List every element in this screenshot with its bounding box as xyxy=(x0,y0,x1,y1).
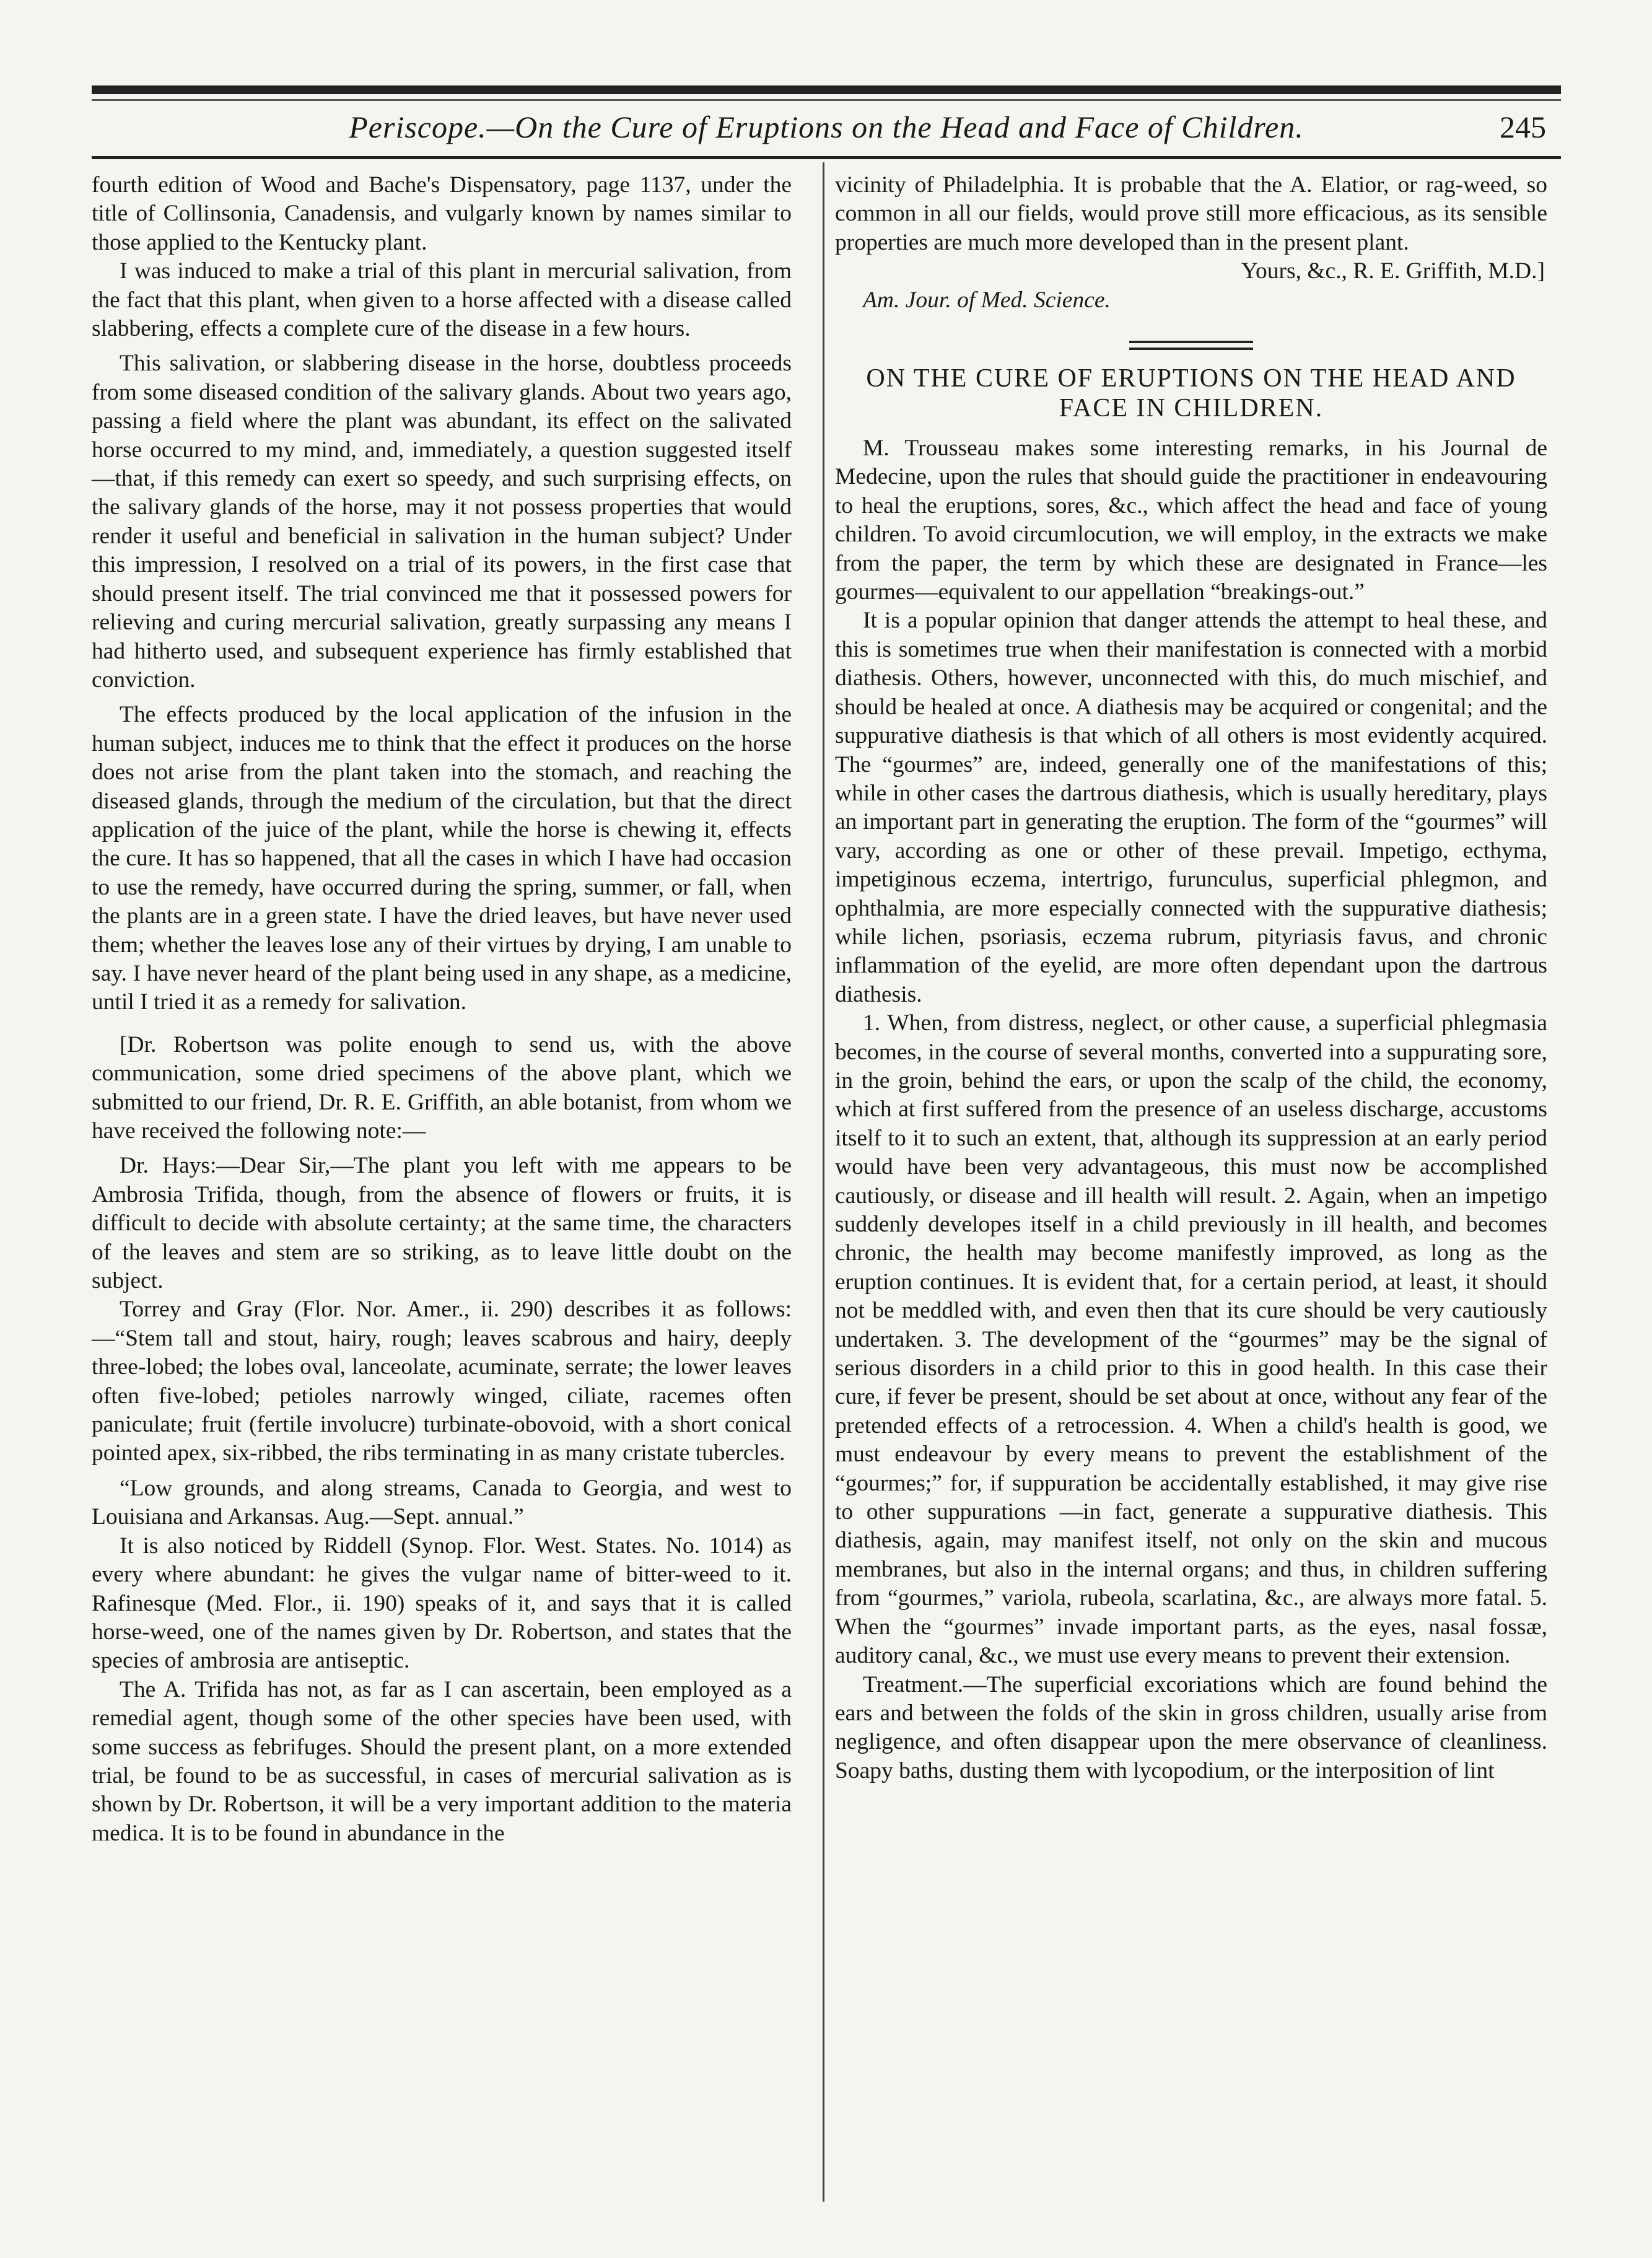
source-citation: Am. Jour. of Med. Science. xyxy=(863,287,1111,313)
paragraph: fourth edition of Wood and Bache's Dispensatory, page 1137, under the title of Collinsonia, Canadensis, and vulgarly known by names similar to those applied to the Kentucky plant. xyxy=(92,172,792,255)
column-divider xyxy=(823,162,824,2202)
paragraph: I was induced to make a trial of this plant in mercurial salivation, from the fact that this plant, when given to a horse affected with a disease called slabbering, effects a complete cure of the disease in a few hours. xyxy=(92,258,792,342)
paragraph: Treatment.—The superficial excoriations which are found behind the ears and between the folds of the skin in gross children, usually arise from negligence, and often disappear upon the mere observance of cleanliness. Soapy baths, dusting them with lycopodium, or the interposition of lint xyxy=(835,1671,1547,1783)
paragraph: This salivation, or slabbering disease in the horse, doubtless proceeds from some diseased condition of the salivary glands. About two years ago, passing a field where the plant was abundant, its effect on the salivated horse occurred to my mind, and, immediately, a question suggested itself—that, if this remedy can exert so speedy, and such surprising effects, on the salivary glands of the horse, may it not possess properties that would render it useful and beneficial in salivation in the human subject? Under this impression, I resolved on a trial of its powers, in the first case that should present itself. The trial convinced me that it possessed powers for relieving and curing mercurial salivation, greatly surpassing any means I had hitherto used, and subsequent experience has firmly established that conviction. xyxy=(92,351,792,693)
paragraph: The effects produced by the local application of the infusion in the human subject, induces me to think that the effect it produces on the horse does not arise from the plant taken into the stomach, and reaching the diseased glands, through the medium of the circulation, but that the direct application of the juice of the plant, while the horse is chewing it, effects the cure. It has so happened, that all the cases in which I have had occasion to use the remedy, have occurred during the spring, summer, or fall, when the plants are in a green state. I have the dried leaves, but have never used them; whether the leaves lose any of their virtues by drying, I am unable to say. I have never heard of the plant being used in any shape, as a medicine, until I tried it as a remedy for salivation. xyxy=(92,702,792,1015)
page-header xyxy=(92,107,1561,150)
paragraph: It is also noticed by Riddell (Synop. Flor. West. States. No. 1014) as every where abundant: he gives the vulgar name of bitter-weed to it. Rafinesque (Med. Flor., ii. 190) speaks of it, and says that it is called horse-weed, one of the names given by Dr. Robertson, and states that the species of ambrosia are antiseptic. xyxy=(92,1533,792,1674)
header-rule xyxy=(92,156,1561,159)
right-column xyxy=(835,171,1547,1785)
left-column xyxy=(92,171,792,1848)
paragraph: It is a popular opinion that danger attends the attempt to heal these, and this is sometimes true when their manifestation is connected with a morbid diathesis. Others, however, unconnected with this, do much mischief, and should be healed at once. A diathesis may be acquired or congenital; and the suppurative diathesis is that which of all others is most evidently acquired. The “gourmes” are, indeed, generally one of the manifestations of this; while in other cases the dartrous diathesis, which is usually hereditary, plays an important part in generating the eruption. The form of the “gourmes” will vary, according as one or other of these prevail. Impetigo, ecthyma, impetiginous eczema, intertrigo, furunculus, superficial phlegmon, and ophthalmia, are more especially connected with the suppurative diathesis; while lichen, psoriasis, eczema rubrum, pityriasis favus, and chronic inflammation of the eyelid, are more often dependant upon the dartrous diathesis. xyxy=(835,608,1547,1007)
section-separator xyxy=(1129,341,1253,350)
top-rule-thin xyxy=(92,99,1561,101)
paragraph: vicinity of Philadelphia. It is probable that the A. Elatior, or rag-weed, so common in all our fields, would prove still more efficacious, as its sensible properties are much more developed than in the present plant. xyxy=(835,172,1547,255)
paragraph: 1. When, from distress, neglect, or other cause, a superficial phlegmasia becomes, in the course of several months, converted into a suppurating sore, in the groin, behind the ears, or upon the scalp of the child, the economy, which at first suffered from the presence of an useless discharge, accustoms itself to it to such an extent, that, although its suppression at an early period would have been very advantageous, this must now be accomplished cautiously, or disease and ill health will result. 2. Again, when an impetigo suddenly developes itself in a child previously in ill health, and becomes chronic, the health may become manifestly improved, as long as the eruption continues. It is evident that, for a certain period, at least, it should not be meddled with, and even then that its cure should be very cautiously undertaken. 3. The development of the “gourmes” may be the signal of serious disorders in a child prior to this in good health. In this case their cure, if fever be present, should be set about at once, without any fear of the pretended effects of a retrocession. 4. When a child's health is good, we must endeavour by every means to prevent the establishment of the “gourmes;” for, if suppuration be accidentally established, it may give rise to other suppurations —in fact, generate a suppurative diathesis. This diathesis, again, may manifest itself, not only on the skin and mucous membranes, but also in the internal organs; and thus, in children suffering from “gourmes,” variola, rubeola, scarlatina, &c., are always more fatal. 5. When the “gourmes” invade important parts, as the eyes, nasal fossæ, auditory canal, &c., we must use every means to prevent their extension. xyxy=(835,1010,1547,1669)
top-rule xyxy=(92,85,1561,94)
paragraph: [Dr. Robertson was polite enough to send us, with the above communication, some dried specimens of the above plant, which we submitted to our friend, Dr. R. E. Griffith, an able botanist, from whom we have received the following note:— xyxy=(92,1031,792,1144)
section-title: ON THE CURE OF ERUPTIONS ON THE HEAD AND FACE IN CHILDREN. xyxy=(866,364,1516,423)
paragraph: Torrey and Gray (Flor. Nor. Amer., ii. 290) describes it as follows:—“Stem tall and stout, hairy, rough; leaves scabrous and hairy, deeply three-lobed; the lobes oval, lanceolate, acuminate, serrate; the lower leaves often five-lobed; petioles narrowly winged, ciliate, racemes often paniculate; fruit (fertile involucre) turbinate-obovoid, with a short conical pointed apex, six-ribbed, the ribs terminating in as many cristate tubercles. xyxy=(92,1297,792,1466)
running-head: Periscope.—On the Cure of Eruptions on the Head and Face of Children. xyxy=(349,110,1304,144)
paragraph: “Low grounds, and along streams, Canada to Georgia, and west to Louisiana and Arkansas. Aug.—Sept. annual.” xyxy=(92,1475,792,1530)
signature: Yours, &c., R. E. Griffith, M.D.] xyxy=(1241,258,1545,284)
paragraph: Dr. Hays:—Dear Sir,—The plant you left with me appears to be Ambrosia Trifida, though, from the absence of flowers or fruits, it is difficult to decide with absolute certainty; at the same time, the characters of the leaves and stem are so striking, as to leave little doubt on the subject. xyxy=(92,1153,792,1294)
paragraph: M. Trousseau makes some interesting remarks, in his Journal de Medecine, upon the rules that should guide the practitioner in endeavouring to heal the eruptions, sores, &c., which affect the head and face of young children. To avoid circumlocution, we will employ, in the extracts we make from the paper, the term by which these are designated in France—les gourmes—equivalent to our appellation “breakings-out.” xyxy=(835,435,1547,605)
page-number: 245 xyxy=(1500,110,1546,144)
paragraph: The A. Trifida has not, as far as I can ascertain, been employed as a remedial agent, though some of the other species have been used, with some success as febrifuges. Should the present plant, on a more extended trial, be found to be as successful, in cases of mercurial salivation as is shown by Dr. Robertson, it will be a very important addition to the materia medica. It is to be found in abundance in the xyxy=(92,1676,792,1846)
